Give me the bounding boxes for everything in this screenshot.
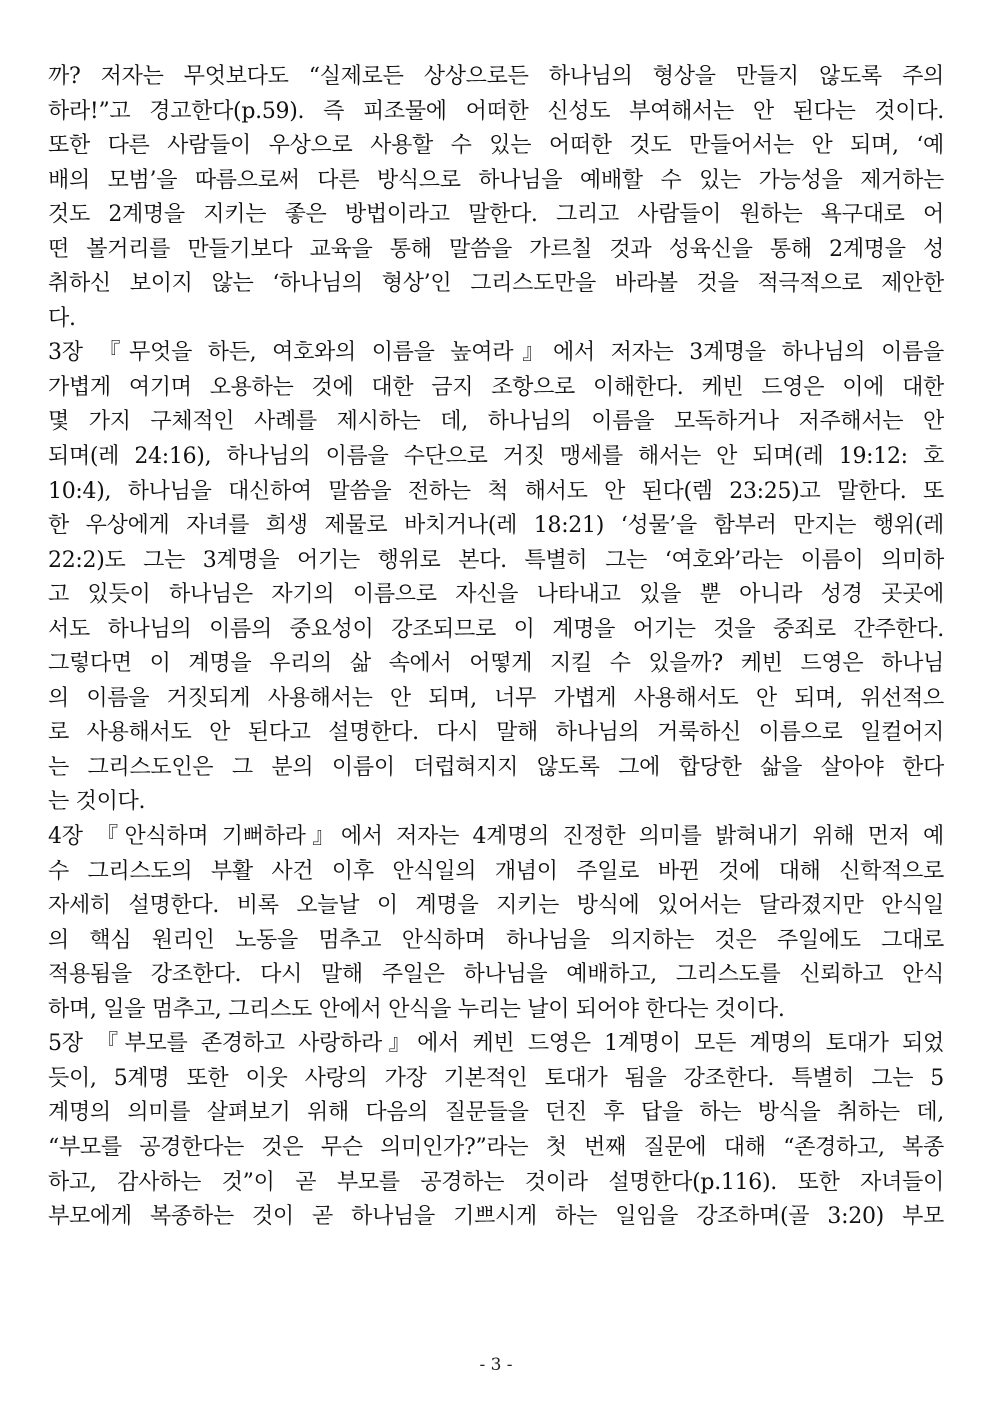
text-line: 10:4), 하나님을 대신하여 말씀을 전하는 척 해서도 안 된다(렘 23:25)고 말한다. 또 [48,478,944,504]
text-line: 다. [48,305,76,331]
text-line: 한 우상에게 자녀를 희생 제물로 바치거나(레 18:21) ‘성물’을 함부러 만지는 행위(레 [48,513,944,539]
text-line: 수 그리스도의 부활 사건 이후 안식일의 개념이 주일로 바뀐 것에 대해 신학적으로 [48,858,944,884]
text-line: 는 그리스도인은 그 분의 이름이 더럽혀지지 않도록 그에 합당한 삶을 살아야 한다 [48,754,944,780]
text-line: 5장 『부모를 존경하고 사랑하라』에서 케빈 드영은 1계명이 모든 계명의 토대가 되었 [48,1031,944,1057]
text-line: 배의 모범’을 따름으로써 다른 방식으로 하나님을 예배할 수 있는 가능성을 제거하는 [48,167,944,193]
text-line: 하고, 감사하는 것”이 곧 부모를 공경하는 것이라 설명한다(p.116). 또한 자녀들이 [48,1169,944,1195]
text-line: 로 사용해서도 안 된다고 설명한다. 다시 말해 하나님의 거룩하신 이름으로 일컬어지 [48,720,944,746]
text-line: 떤 볼거리를 만들기보다 교육을 통해 말씀을 가르칠 것과 성육신을 통해 2계명을 성 [48,236,944,262]
text-line: 22:2)도 그는 3계명을 어기는 행위로 본다. 특별히 그는 ‘여호와’라는 이름이 의미하 [48,547,944,573]
text-line: 는 것이다. [48,789,146,815]
text-line: 3장 『무엇을 하든, 여호와의 이름을 높여라』에서 저자는 3계명을 하나님의 이름을 [48,340,944,366]
text-line: 고 있듯이 하나님은 자기의 이름으로 자신을 나타내고 있을 뿐 아니라 성경 곳곳에 [48,582,944,608]
text-line: 서도 하나님의 이름의 중요성이 강조되므로 이 계명을 어기는 것을 중죄로 간주한다. [48,616,944,642]
text-line: 부모에게 복종하는 것이 곧 하나님을 기쁘시게 하는 일임을 강조하며(골 3:20) 부모 [48,1204,944,1230]
page-number: - 3 - [479,1355,513,1375]
text-line: 몇 가지 구체적인 사례를 제시하는 데, 하나님의 이름을 모독하거나 저주해서는 안 [48,409,944,435]
text-line: 의 핵심 원리인 노동을 멈추고 안식하며 하나님을 의지하는 것은 주일에도 그대로 [48,927,944,953]
text-line: 것도 2계명을 지키는 좋은 방법이라고 말한다. 그리고 사람들이 원하는 욕구대로 어 [48,202,944,228]
text-line: 되며(레 24:16), 하나님의 이름을 수단으로 거짓 맹세를 해서는 안 되며(레 19:12: 호 [48,444,944,470]
text-line: 하라!”고 경고한다(p.59). 즉 피조물에 어떠한 신성도 부여해서는 안 된다는 것이다. [48,98,944,124]
text-line: 하며, 일을 멈추고, 그리스도 안에서 안식을 누리는 날이 되어야 한다는 것이다. [48,996,785,1022]
text-line: 의 이름을 거짓되게 사용해서는 안 되며, 너무 가볍게 사용해서도 안 되며, 위선적으 [48,685,944,711]
text-line: 그렇다면 이 계명을 우리의 삶 속에서 어떻게 지킬 수 있을까? 케빈 드영은 하나님 [48,651,944,677]
text-line: “부모를 공경한다는 것은 무슨 의미인가?”라는 첫 번째 질문에 대해 “존경하고, 복종 [48,1134,944,1160]
text-line: 취하신 보이지 않는 ‘하나님의 형상’인 그리스도만을 바라볼 것을 적극적으로 제안한 [48,271,944,297]
text-line: 또한 다른 사람들이 우상으로 사용할 수 있는 어떠한 것도 만들어서는 안 되며, ‘예 [48,133,944,159]
document-body [48,60,944,1235]
text-line: 4장 『안식하며 기뻐하라』에서 저자는 4계명의 진정한 의미를 밝혀내기 위해 먼저 예 [48,824,944,850]
text-line: 자세히 설명한다. 비록 오늘날 이 계명을 지키는 방식에 있어서는 달라졌지만 안식일 [48,893,944,919]
text-line: 까? 저자는 무엇보다도 “실제로든 상상으로든 하나님의 형상을 만들지 않도록 주의 [48,64,944,89]
text-line: 적용됨을 강조한다. 다시 말해 주일은 하나님을 예배하고, 그리스도를 신뢰하고 안식 [48,962,944,988]
text-line: 가볍게 여기며 오용하는 것에 대한 금지 조항으로 이해한다. 케빈 드영은 이에 대한 [48,374,944,400]
text-line: 계명의 의미를 살펴보기 위해 다음의 질문들을 던진 후 답을 하는 방식을 취하는 데, [48,1100,944,1126]
text-line: 듯이, 5계명 또한 이웃 사랑의 가장 기본적인 토대가 됨을 강조한다. 특별히 그는 5 [48,1065,944,1091]
